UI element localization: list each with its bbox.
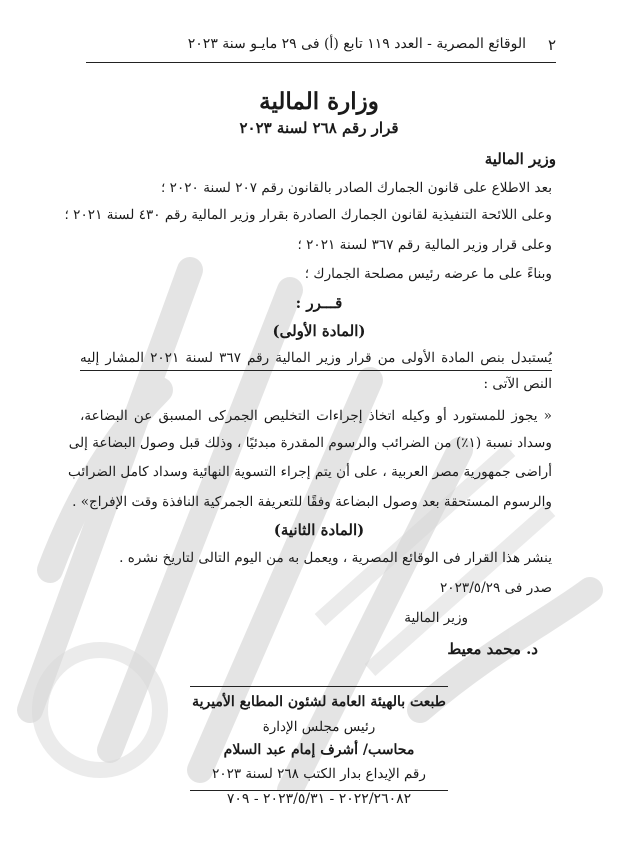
- page-number: ٢: [547, 36, 556, 54]
- article-1-intro-end: النص الآتى :: [483, 376, 552, 392]
- article-1-body-line: وسداد نسبة (١٪) من الضرائب والرسوم المقدرة مبدئيًا ، وذلك قبل وصول البضاعة إلى: [68, 435, 552, 451]
- printer-credit: طبعت بالهيئة العامة لشئون المطابع الأميرية: [192, 694, 446, 710]
- preamble-line: وعلى قرار وزير المالية رقم ٣٦٧ لسنة ٢٠٢١ ؛: [297, 237, 552, 253]
- issue-date: صدر فى ٢٠٢٣/٥/٢٩: [440, 580, 552, 596]
- preamble-line: بعد الاطلاع على قانون الجمارك الصادر بالقانون رقم ٢٠٧ لسنة ٢٠٢٠ ؛: [161, 180, 552, 196]
- page-header: [86, 30, 556, 63]
- minister-heading: وزير المالية: [484, 150, 556, 168]
- deposit-number: رقم الإيداع بدار الكتب ٢٦٨ لسنة ٢٠٢٣: [212, 766, 426, 782]
- article-2-heading: (المادة الثانية): [273, 521, 365, 539]
- footer-divider: [190, 686, 448, 687]
- header-text: الوقائع المصرية - العدد ١١٩ تابع (أ) فى ٢٩ مايـو سنة ٢٠٢٣: [187, 36, 526, 52]
- signatory-name: د. محمد معيط: [447, 640, 538, 658]
- preamble-line: وبناءً على ما عرضه رئيس مصلحة الجمارك ؛: [304, 266, 552, 282]
- article-1-body-line: « يجوز للمستورد أو وكيله اتخاذ إجراءات التخليص الجمركى المسبق عن البضاعة،: [80, 408, 552, 424]
- print-code: ٢٠٢٢/٢٦٠٨٢ - ٢٠٢٣/٥/٣١ - ٧٠٩: [226, 791, 412, 807]
- article-1-body-line: والرسوم المستحقة بعد وصول البضاعة وفقًا للتعريفة الجمركية النافذة وقت الإفراج» .: [72, 494, 552, 510]
- signatory-title: وزير المالية: [404, 610, 468, 626]
- article-1-body-line: أراضى جمهورية مصر العربية ، على أن يتم إجراء التسوية النهائية وسداد كامل الضرائب: [67, 464, 552, 480]
- decision-number: قرار رقم ٢٦٨ لسنة ٢٠٢٣: [239, 119, 399, 137]
- chairman-title: رئيس مجلس الإدارة: [262, 719, 376, 735]
- article-1-heading: (المادة الأولى): [272, 322, 366, 340]
- article-1-intro: يُستبدل بنص المادة الأولى من قرار وزير المالية رقم ٣٦٧ لسنة ٢٠٢١ المشار إليه: [80, 350, 552, 366]
- chairman-name: محاسب/ أشرف إمام عبد السلام: [223, 742, 415, 758]
- preamble-line: وعلى اللائحة التنفيذية لقانون الجمارك الصادرة بقرار وزير المالية رقم ٤٣٠ لسنة ٢٠٢١ ؛: [64, 207, 552, 223]
- ministry-title: وزارة المالية: [259, 88, 379, 115]
- article-2-body: ينشر هذا القرار فى الوقائع المصرية ، ويعمل به من اليوم التالى لتاريخ نشره .: [119, 550, 552, 566]
- decided-heading: قـــرر :: [295, 294, 343, 312]
- divider: [80, 370, 552, 371]
